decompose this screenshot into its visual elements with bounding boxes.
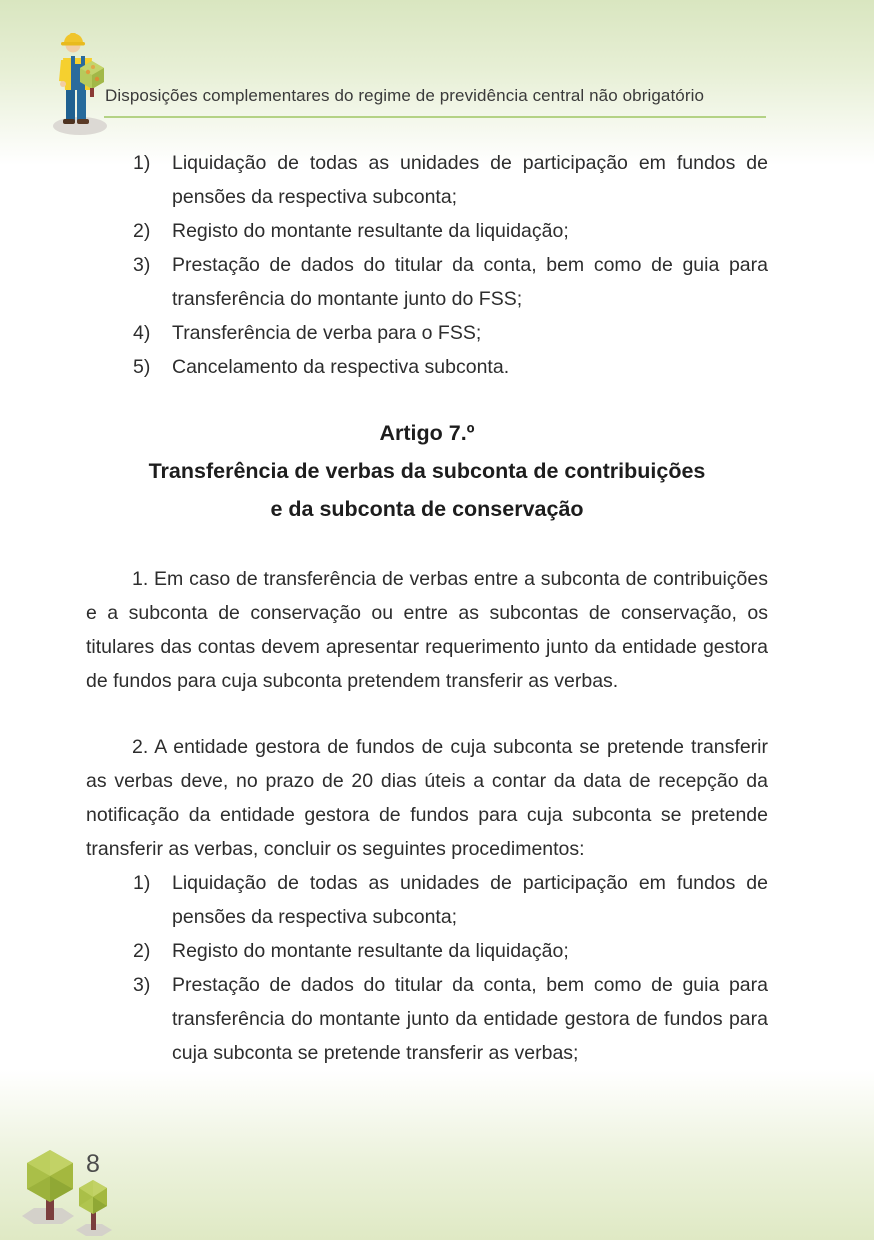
numbered-list-b: [86, 866, 768, 1070]
article-heading: [86, 414, 768, 528]
header-divider: [104, 116, 766, 118]
list-item-text: Transferência de verba para o FSS;: [172, 322, 482, 344]
list-item-text: Liquidação de todas as unidades de participação em fundos de pensões da respectiva subconta;: [172, 872, 768, 928]
page-header-title: Disposições complementares do regime de previdência central não obrigatório: [105, 86, 705, 105]
list-item-text: Liquidação de todas as unidades de participação em fundos de pensões da respectiva subconta;: [172, 152, 768, 208]
page-number: 8: [86, 1150, 100, 1178]
list-item: [86, 316, 768, 350]
construction-worker-icon: [50, 24, 114, 136]
paragraph-2: 2. A entidade gestora de fundos de cuja subconta se pretende transferir as verbas deve, no prazo de 20 dias úteis a contar da data de recepção da notificação da entidade gestora de fundos para cuja subconta se pretende transferir as verbas, concluir os seguintes procedimentos:: [86, 736, 768, 860]
list-item-number: 2): [133, 220, 151, 242]
list-item-text: Cancelamento da respectiva subconta.: [172, 356, 510, 378]
numbered-list-a: [86, 146, 768, 384]
article-number: Artigo 7.º: [379, 421, 475, 445]
list-item-number: 5): [133, 356, 151, 378]
list-item-number: 2): [133, 940, 151, 962]
list-item: [86, 968, 768, 1070]
trees-icon: [16, 1146, 120, 1240]
list-item-number: 3): [133, 254, 151, 276]
list-item-text: Prestação de dados do titular da conta, bem como de guia para transferência do montante junto da entidade gestora de fundos para cuja subconta se pretende transferir as verbas;: [172, 974, 768, 1064]
list-item: [86, 350, 768, 384]
list-item: [86, 214, 768, 248]
list-item-number: 1): [133, 152, 151, 174]
article-title-line1: Transferência de verbas da subconta de contribuições: [148, 459, 706, 483]
list-item-text: Registo do montante resultante da liquidação;: [172, 940, 569, 962]
document-content: [86, 146, 768, 1070]
list-item-text: Prestação de dados do titular da conta, bem como de guia para transferência do montante junto do FSS;: [172, 254, 768, 310]
list-item: [86, 866, 768, 934]
article-title-line2: e da subconta de conservação: [270, 497, 584, 521]
paragraph-1: 1. Em caso de transferência de verbas entre a subconta de contribuições e a subconta de conservação ou entre as subcontas de conservação, os titulares das contas devem apresentar requerimento junto da entidade gestora de fundos para cuja subconta pretendem transferir as verbas.: [86, 568, 768, 692]
list-item-number: 3): [133, 974, 151, 996]
list-item: [86, 248, 768, 316]
list-item: [86, 934, 768, 968]
list-item: [86, 146, 768, 214]
list-item-number: 4): [133, 322, 151, 344]
list-item-number: 1): [133, 872, 151, 894]
list-item-text: Registo do montante resultante da liquidação;: [172, 220, 569, 242]
